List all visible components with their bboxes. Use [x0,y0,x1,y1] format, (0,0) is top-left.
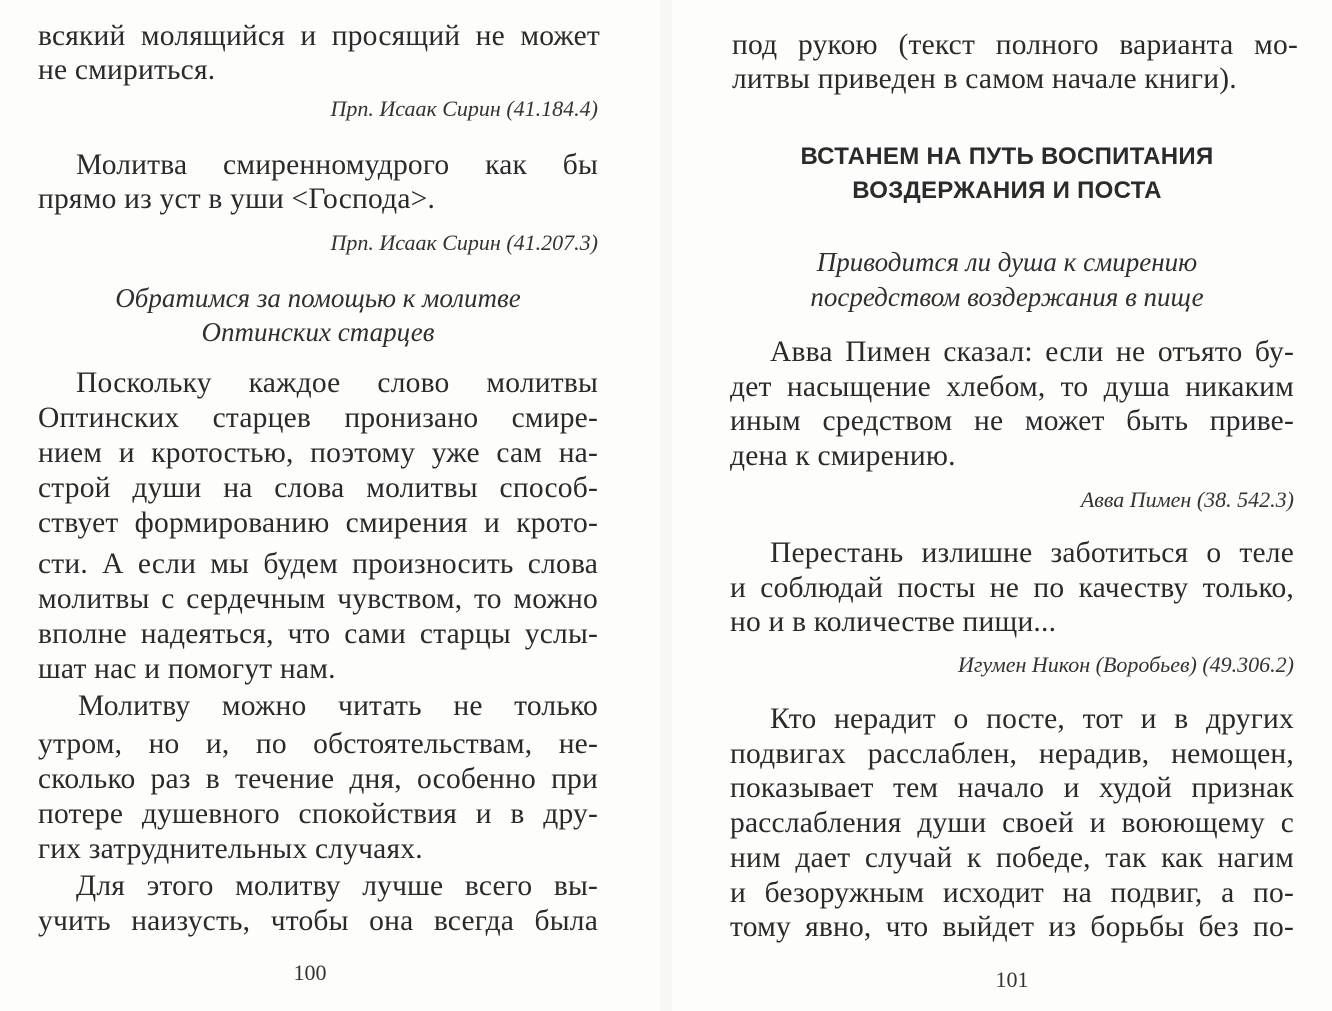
text-line: Кто нерадит о посте, тот и в других [770,703,1294,735]
text-line: Молитва смиренномудрого как бы [76,149,598,181]
text-line: учить наизусть, чтобы она всегда была [38,905,598,937]
text-line: дет насыщение хлебом, то душа никаким [730,371,1294,403]
citation: Прп. Исаак Сирин (41.207.3) [330,230,598,255]
text-line: молитвы с сердечным чувством, то можно [38,583,598,615]
text-line: шат нас и помогут нам. [38,653,336,685]
section-subheading: Приводится ли душа к смирению [816,247,1198,277]
text-line: тому явно, что выйдет из борьбы без по- [730,911,1294,943]
section-heading: ВСТАНЕМ НА ПУТЬ ВОСПИТАНИЯ [800,143,1214,170]
citation: Авва Пимен (38. 542.3) [1080,487,1294,512]
text-line: литвы приведен в самом начале книги). [732,63,1237,95]
page-number: 100 [293,960,327,985]
text-line: под рукою (текст полного варианта мо- [732,29,1298,61]
right-page [672,0,1332,1011]
text-line: всякий молящийся и просящий не может [38,20,600,52]
text-line: Молитву можно читать не только [78,690,598,722]
text-line: строй души на слова молитвы способ- [38,472,598,504]
text-line: ним дает случай к победе, так как нагим [730,842,1294,874]
text-line: нием и кротостью, поэтому уже сам на- [38,437,598,469]
text-line: Для этого молитву лучше всего вы- [76,870,598,902]
text-line: прямо из уст в уши <Господа>. [38,183,436,215]
text-line: гих затруднительных случаях. [38,833,423,865]
text-line: Поскольку каждое слово молитвы [76,367,598,399]
text-line: показывает тем начало и худой признак [730,772,1294,804]
book-gutter [660,0,672,1011]
text-line: Авва Пимен сказал: если не отъято бу- [770,336,1294,368]
section-heading: ВОЗДЕРЖАНИЯ И ПОСТА [852,177,1162,204]
text-line: сти. А если мы будем произносить слова [38,548,598,580]
text-line: расслабления души своей и воюющему с [730,807,1294,839]
citation: Игумен Никон (Воробьев) (49.306.2) [957,652,1294,677]
text-line: и соблюдай посты не по качеству только, [730,572,1294,604]
section-subheading: Оптинских старцев [201,317,435,347]
text-line: иным средством не может быть приве- [730,405,1294,437]
section-subheading: Обратимся за помощью к молитве [115,283,521,313]
text-line: и безоружным исходит на подвиг, а по- [730,877,1294,909]
text-line: но и в количестве пищи... [730,606,1057,638]
text-line: вполне надеяться, что сами старцы услы- [38,618,598,650]
citation: Прп. Исаак Сирин (41.184.4) [330,96,598,121]
text-line: утром, но и, по обстоятельствам, не- [38,728,598,760]
page-number: 101 [995,967,1029,992]
text-line: подвигах расслаблен, нерадив, немощен, [730,738,1294,770]
text-line: Оптинских старцев пронизано смире- [38,402,598,434]
text-line: не смириться. [38,54,216,86]
left-page [0,0,660,1011]
text-line: ствует формированию смирения и крото- [38,507,598,539]
text-line: дена к смирению. [730,440,956,472]
text-line: потере душевного спокойствия и в дру- [38,798,598,830]
text-line: сколько раз в течение дня, особенно при [38,763,598,795]
text-line: Перестань излишне заботиться о теле [770,537,1294,569]
section-subheading: посредством воздержания в пище [810,282,1204,312]
